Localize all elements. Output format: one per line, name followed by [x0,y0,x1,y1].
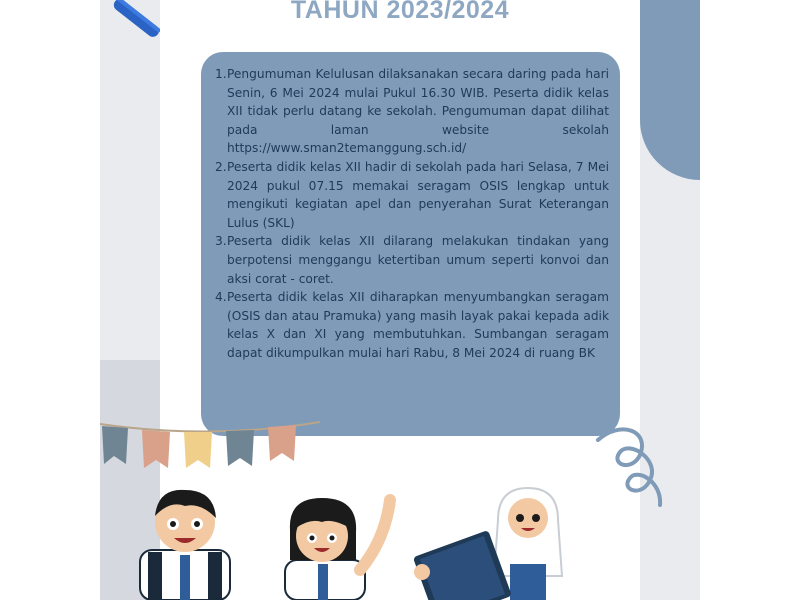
girl-student [285,498,390,600]
list-item-number: 3. [215,234,227,249]
page-title: TAHUN 2023/2024 [290,0,510,24]
list-item-text: Peserta didik kelas XII diharapkan menyumbangkan seragam (OSIS dan atau Pramuka) yang masih layak pakai kepada adik kelas X dan XI yang membutuhkan. Sumbangan seragam dapat dikumpulkan mulai hari Rabu, 8 Mei 2024 di ruang BK [227,290,609,360]
decorative-blob-top-right [640,0,700,180]
list-item-text: Peserta didik kelas XII hadir di sekolah pada hari Selasa, 7 Mei 2024 pukul 07.15 memakai seragam OSIS lengkap untuk mengikuti kegiatan apel dan penyerahan Surat Keterangan Lulus (SKL) [227,159,609,230]
list-item-number: 2. [215,159,227,174]
pencil-icon [100,0,160,45]
bunting-flags [100,418,320,478]
list-item-number: 4. [215,290,227,305]
list-item [215,288,609,362]
list-item [215,232,609,288]
hijab-girl-student [413,488,562,600]
announcement-box [201,52,620,436]
list-item [215,65,609,158]
list-item-number: 1. [215,67,227,81]
students-illustration [100,480,700,600]
list-item-text: Pengumuman Kelulusan dilaksanakan secara daring pada hari Senin, 6 Mei 2024 mulai Pukul 16.30 WIB. Peserta didik kelas XII tidak perlu datang ke sekolah. Pengumuman dapat dilihat pada laman website sekolah https://www.sman2temanggung.sch.id/ [227,67,609,156]
list-item-text: Peserta didik kelas XII dilarang melakukan tindakan yang berpotensi menggangu ketertiban umum seperti konvoi dan aksi corat - coret. [227,234,609,286]
list-item [215,158,609,232]
boy-student [140,490,230,600]
